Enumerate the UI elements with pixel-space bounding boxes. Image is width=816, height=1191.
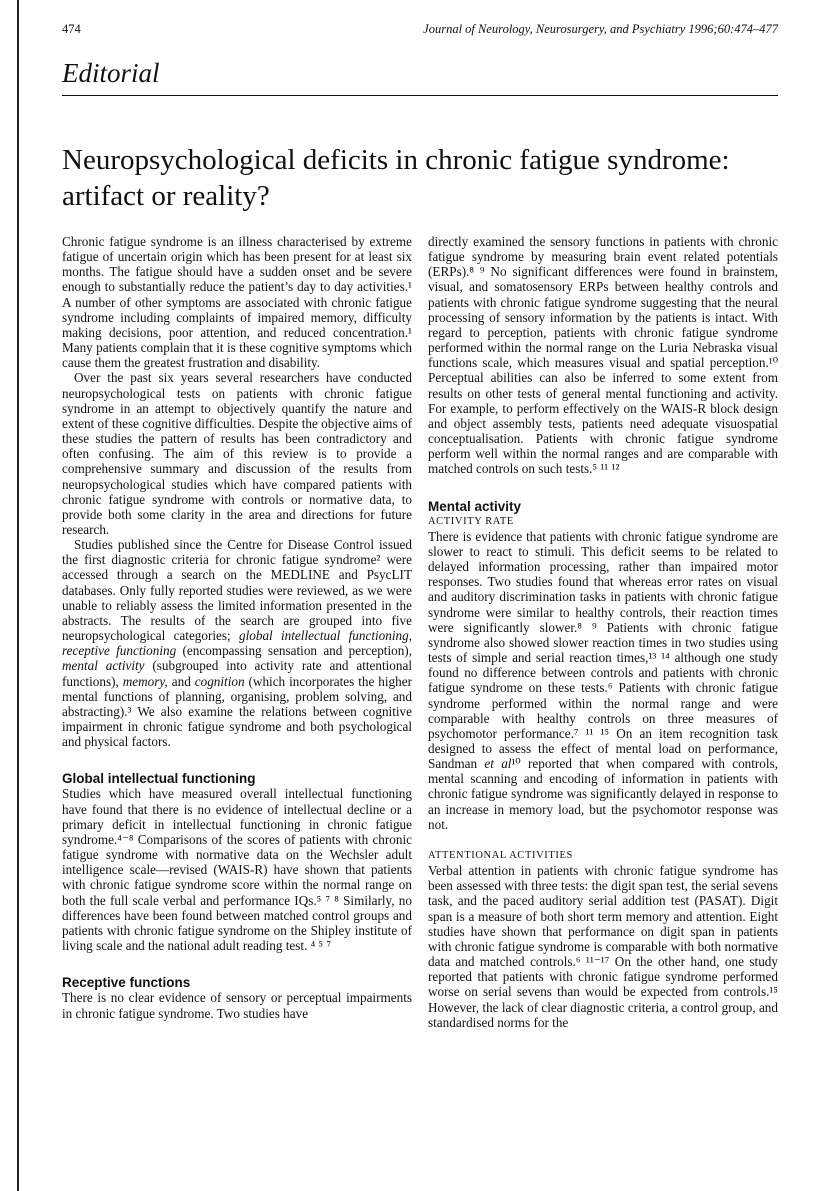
intro-paragraph-2: Over the past six years several researchers have conducted neuropsychological tests on patients with chronic fatigue syndrome in an attempt to objectively quantify the nature and extent of these cognitive difficulties. Despite the objective aims of these studies the pattern of results has been contradictory and often confusing. The aim of this review is to provide a comprehensive summary and discussion of the results from neuropsychological studies which have compared patients with chronic fatigue syndrome with controls or normative data, to provide both some clarity in the area and directions for future research. — [62, 370, 412, 537]
margin-rule — [17, 0, 19, 1191]
text-run: There is evidence that patients with chronic fatigue syndrome are slower to react to stimuli. This deficit seems to be related to delayed information processing, rather than impaired motor responses. Two studies found that whereas error rates on visual and auditory discrimination tasks in patients with chronic fatigue syndrome were similar to healthy controls, their reaction times were significantly slower.⁸ ⁹ Patients with chronic fatigue syndrome also showed slower reaction times in two studies using tests of simple and serial reaction times,¹³ ¹⁴ although one study found no difference between controls and patients with chronic fatigue syndrome on these tests.⁶ Patients with chronic fatigue syndrome performed within the normal range and were comparable with healthy controls on three measures of psychomotor performance.⁷ ¹¹ ¹⁵ On an item recognition task designed to assess the effect of mental load on performance, Sandman — [428, 528, 778, 772]
intro-paragraph-3 — [62, 537, 412, 749]
receptive-continued-paragraph: directly examined the sensory functions in patients with chronic fatigue syndrome by measuring brain event related potentials (ERPs).⁸ ⁹ No significant differences were found in brainstem, visual, and somatosensory ERPs between healthy controls and patients with chronic fatigue syndrome suggesting that the neural processing of sensory information by the patients is intact. With regard to perception, patients with chronic fatigue syndrome performed within the normal range on the Luria Nebraska visual functions scale, which measures visual and spatial perception.¹⁰ Perceptual abilities can also be inferred to some extent from results on other tests of general mental functioning and activity. For example, to perform effectively on the WAIS-R block design and object assembly tests, patients need adequate visuospatial conceptualisation. Patients with chronic fatigue syndrome perform well within the normal ranges and are comparable with matched controls on such tests.⁵ ¹¹ ¹² — [428, 234, 778, 477]
subheading-activity-rate: ACTIVITY RATE — [428, 515, 514, 527]
intro-paragraph-1: Chronic fatigue syndrome is an illness characterised by extreme fatigue of uncertain origin which has been present for at least six months. The fatigue should have a sudden onset and be severe enough to substantially reduce the patient’s day to day activities.¹ A number of other symptoms are associated with chronic fatigue syndrome including complaints of impaired memory, difficulty making decisions, poor attention, and reduced concentration.¹ Many patients complain that it is these cognitive symptoms which cause them the greatest frustration and disability. — [62, 234, 412, 371]
activity-rate-paragraph — [428, 529, 778, 832]
italic-run: global intellectual functioning, receptive functioning — [62, 628, 412, 659]
running-header — [62, 22, 778, 42]
text-run: (subgrouped into activity rate and attentional functions), — [62, 658, 413, 689]
italic-run: cognition — [194, 673, 245, 689]
text-run: and — [167, 673, 195, 689]
subheading-attentional-activities: ATTENTIONAL ACTIVITIES — [428, 849, 573, 861]
text-run: (encompassing sensation and perception), — [176, 643, 412, 659]
article-title: Neuropsychological deficits in chronic fatigue syndrome: artifact or reality? — [62, 144, 730, 212]
heading-global-intellectual: Global intellectual functioning — [62, 771, 256, 787]
section-label: Editorial — [62, 58, 160, 88]
right-column — [428, 234, 778, 1030]
section-divider — [62, 95, 778, 96]
attentional-activities-paragraph: Verbal attention in patients with chronic fatigue syndrome has been assessed with three tests: the digit span test, the serial sevens task, and the paced auditory serial addition test (PASAT). Digit span is a measure of both short term memory and attention. Eight studies have shown that performance on digit span in patients with chronic fatigue syndrome is comparable with both normative data and matched controls.⁶ ¹¹⁻¹⁷ On the other hand, one study reported that patients with chronic fatigue syndrome performed worse on serial sevens than would be expected from controls.¹⁵ However, the lack of clear diagnostic criteria, a control group, and standardised norms for the — [428, 863, 778, 1030]
journal-citation: Journal of Neurology, Neurosurgery, and Psychiatry 1996;60:474–477 — [423, 22, 778, 36]
heading-receptive-functions: Receptive functions — [62, 975, 191, 991]
left-column — [62, 234, 412, 1021]
italic-run: memory, — [122, 673, 168, 689]
heading-mental-activity: Mental activity — [428, 498, 522, 514]
global-intellectual-paragraph: Studies which have measured overall intellectual functioning have found that there is no evidence of intellectual decline or a primary deficit in intellectual functioning in chronic fatigue syndrome.⁴⁻⁸ Comparisons of the scores of patients with chronic fatigue syndrome with normative data on the Wechsler adult intelligence scale—revised (WAIS-R) have shown that patients with chronic fatigue syndrome score within the normal range on both the full scale verbal and performance IQs.⁵ ⁷ ⁸ Similarly, no differences have been found between matched control groups and patients with chronic fatigue syndrome on the Shipley institute of living scale and the national adult reading test. ⁴ ⁵ ⁷ — [62, 786, 412, 954]
italic-run: et al — [484, 756, 512, 772]
text-run: Studies published since the Centre for Disease Control issued the first diagnostic criteria for chronic fatigue syndrome² were accessed through a search on the MEDLINE and PsycLIT databases. Only fully reported studies were reviewed, as we were unable to reliably assess the limited information presented in the abstracts. The results of the search are grouped into five neuropsychological categories; — [62, 537, 412, 644]
receptive-functions-paragraph: There is no clear evidence of sensory or perceptual impairments in chronic fatigue syndrome. Two studies have — [62, 990, 412, 1021]
text-run: (which incorporates the higher mental functions of planning, organising, problem solving, and abstracting).³ We also examine the relations between cognitive impairment in chronic fatigue syndrome and both psychological and physical factors. — [62, 673, 412, 750]
italic-run: mental activity — [62, 658, 145, 674]
text-run: ¹⁰ reported that when compared with controls, mental scanning and encoding of information in patients with chronic fatigue syndrome was significantly delayed in response to an increase in memory load, but the psychomotor response was not. — [428, 756, 778, 832]
page-number: 474 — [62, 22, 81, 36]
